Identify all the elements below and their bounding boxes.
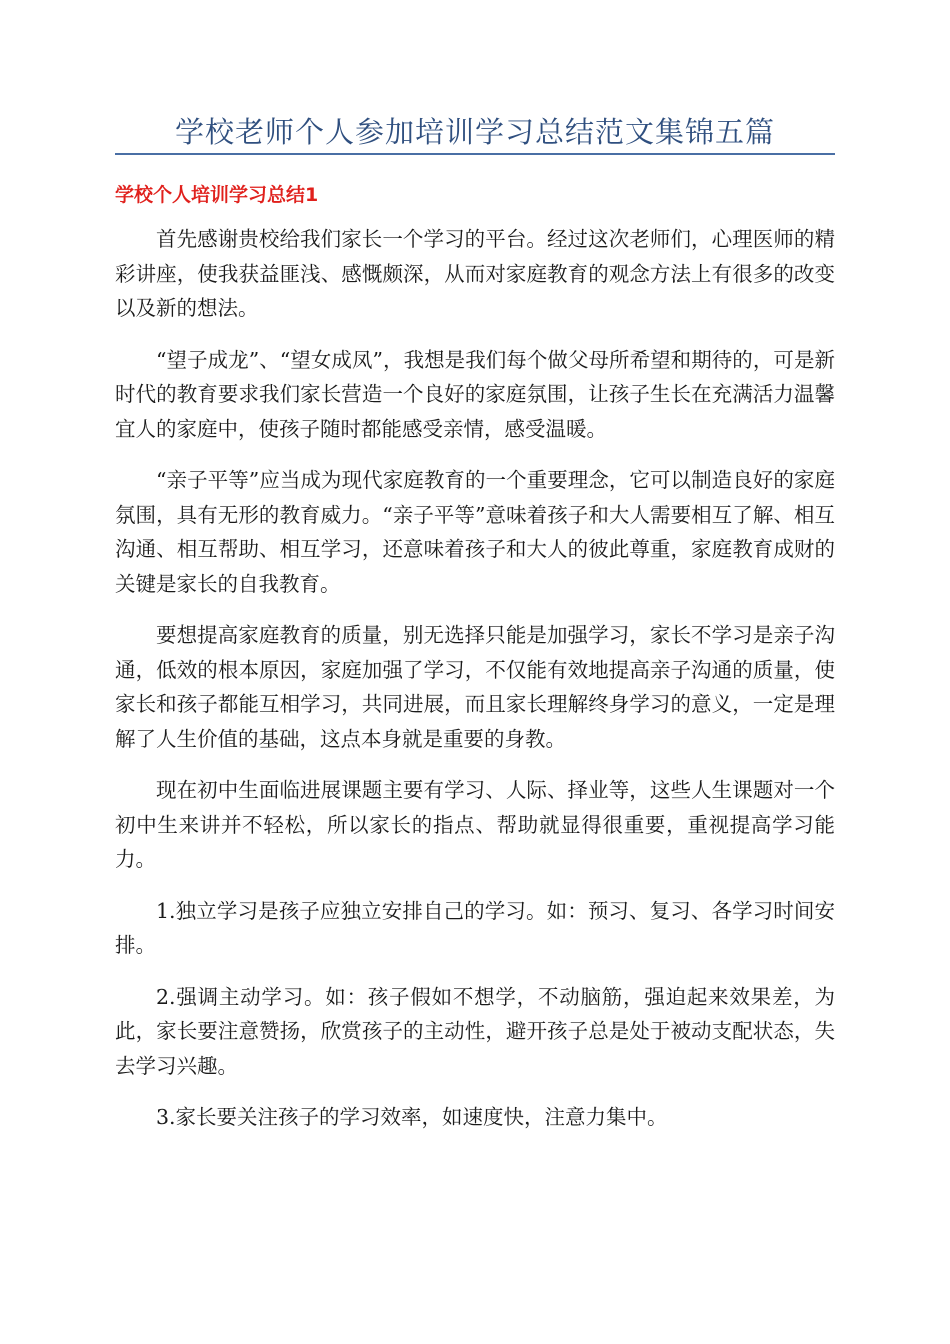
paragraph: “望子成龙”、“望女成凤”，我想是我们每个做父母所希望和期待的，可是新时代的教育要求我们家长营造一个良好的家庭氛围，让孩子生长在充满活力温馨宜人的家庭中，使孩子随时都能感受亲情，感受温暖。: [115, 347, 835, 441]
paragraph: 要想提高家庭教育的质量，别无选择只能是加强学习，家长不学习是亲子沟通，低效的根本原因，家庭加强了学习，不仅能有效地提高亲子沟通的质量，使家长和孩子都能互相学习，共同进展，而且家长理解终身学习的意义，一定是理解了人生价值的基础，这点本身就是重要的身教。: [115, 623, 835, 751]
document-title: 学校老师个人参加培训学习总结范文集锦五篇: [174, 115, 775, 149]
paragraph: 3.家长要关注孩子的学习效率，如速度快，注意力集中。: [156, 1105, 668, 1129]
paragraph: 2.强调主动学习。如：孩子假如不想学，不动脑筋，强迫起来效果差，为此，家长要注意赞扬，欣赏孩子的主动性，避开孩子总是处于被动支配状态，失去学习兴趣。: [115, 984, 835, 1078]
paragraph: 现在初中生面临进展课题主要有学习、人际、择业等，这些人生课题对一个初中生来讲并不轻松，所以家长的指点、帮助就显得很重要，重视提高学习能力。: [115, 778, 835, 871]
paragraph: 首先感谢贵校给我们家长一个学习的平台。经过这次老师们，心理医师的精彩讲座，使我获益匪浅、感慨颇深，从而对家庭教育的观念方法上有很多的改变以及新的想法。: [115, 227, 835, 320]
section-heading: 学校个人培训学习总结1: [115, 184, 319, 206]
paragraph: 1.独立学习是孩子应独立安排自己的学习。如：预习、复习、各学习时间安排。: [115, 898, 835, 957]
title-divider: [115, 153, 835, 155]
paragraph: “亲子平等”应当成为现代家庭教育的一个重要理念，它可以制造良好的家庭氛围，具有无形的教育威力。“亲子平等”意味着孩子和大人需要相互了解、相互沟通、相互帮助、相互学习，还意味着孩子和大人的彼此尊重，家庭教育成财的关键是家长的自我教育。: [115, 468, 835, 596]
document-body: [115, 222, 835, 1152]
